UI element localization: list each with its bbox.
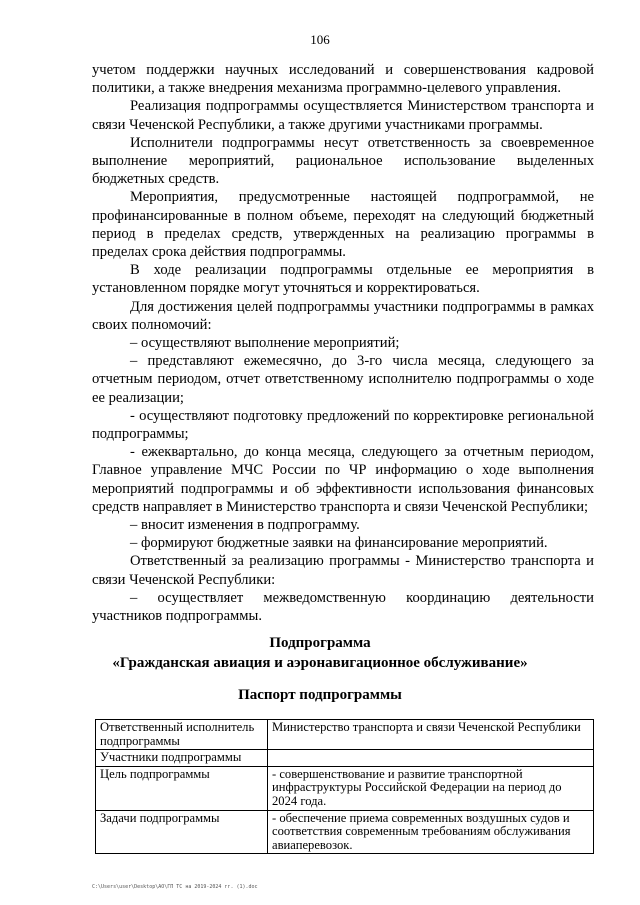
subprogram-heading: Подпрограмма: [269, 635, 371, 651]
footer-file-path: С:\Users\user\Desktop\АО\ГП ТС на 2019-2024 гг. (1).doc: [92, 884, 258, 890]
paragraph: Мероприятия, предусмотренные настоящей подпрограммой, не профинансированные в полном объеме, переходят на следующий бюджетный период в пределах средств, утвержденных на реализацию программы в пределах срока действия подпрограммы.: [92, 189, 594, 261]
list-item: – представляют ежемесячно, до 3-го числа месяца, следующего за отчетным периодом, отчет ответственному исполнителю подпрограммы о ходе ее реализации;: [92, 353, 594, 406]
body-text: [92, 61, 594, 625]
list-item: – формируют бюджетные заявки на финансирование мероприятий.: [130, 535, 548, 552]
passport-heading: Паспорт подпрограммы: [238, 687, 402, 703]
paragraph: Реализация подпрограммы осуществляется Министерством транспорта и связи Чеченской Республики, а также другими участниками программы.: [92, 98, 594, 133]
paragraph: Исполнители подпрограммы несут ответственность за своевременное выполнение мероприятий, рациональное использование выделенных бюджетных средств.: [92, 134, 594, 188]
paragraph: Для достижения целей подпрограммы участники подпрограммы в рамках своих полномочий:: [92, 298, 594, 333]
table-cell-label: Участники подпрограммы: [96, 750, 268, 767]
table-row: [96, 766, 594, 810]
paragraph: учетом поддержки научных исследований и совершенствования кадровой политики, а также внедрения механизма программно-целевого управления.: [92, 62, 594, 97]
passport-table: [95, 719, 594, 854]
table-row: [96, 720, 594, 750]
paragraph: Ответственный за реализацию программы - Министерство транспорта и связи Чеченской Республики:: [92, 553, 594, 588]
table-cell-value: Министерство транспорта и связи Чеченской Республики: [268, 720, 594, 750]
subprogram-title: «Гражданская авиация и аэронавигационное обслуживание»: [112, 655, 528, 671]
list-item: - осуществляют подготовку предложений по корректировке региональной подпрограммы;: [92, 407, 594, 443]
list-item: – осуществляет межведомственную координацию деятельности участников подпрограммы.: [92, 589, 594, 625]
table-cell-value: - совершенствование и развитие транспортной инфраструктуры Российской Федерации на период до 2024 года.: [268, 766, 594, 810]
list-item: – осуществляют выполнение мероприятий;: [130, 335, 400, 352]
table-cell-label: Задачи подпрограммы: [96, 810, 268, 854]
paragraph: В ходе реализации подпрограммы отдельные ее мероприятия в установленном порядке могут уточняться и корректироваться.: [92, 262, 594, 297]
table-cell-value: [268, 750, 594, 767]
table-cell-label: Цель подпрограммы: [96, 766, 268, 810]
table-cell-label: Ответственный исполнитель подпрограммы: [96, 720, 268, 750]
table-cell-value: - обеспечение приема современных воздушных судов и соответствия современным требованиям обслуживания авиаперевозок.: [268, 810, 594, 854]
table-row: [96, 810, 594, 854]
page-number: 106: [310, 32, 330, 47]
table-row: [96, 750, 594, 767]
list-item: - ежеквартально, до конца месяца, следующего за отчетным периодом, Главное управление МЧС России по ЧР информацию о ходе выполнения мероприятий подпрограммы и об эффективности использования финансовых средств направляет в Министерство транспорта и связи Чеченской Республики;: [92, 444, 594, 515]
list-item: – вносит изменения в подпрограмму.: [130, 517, 360, 534]
